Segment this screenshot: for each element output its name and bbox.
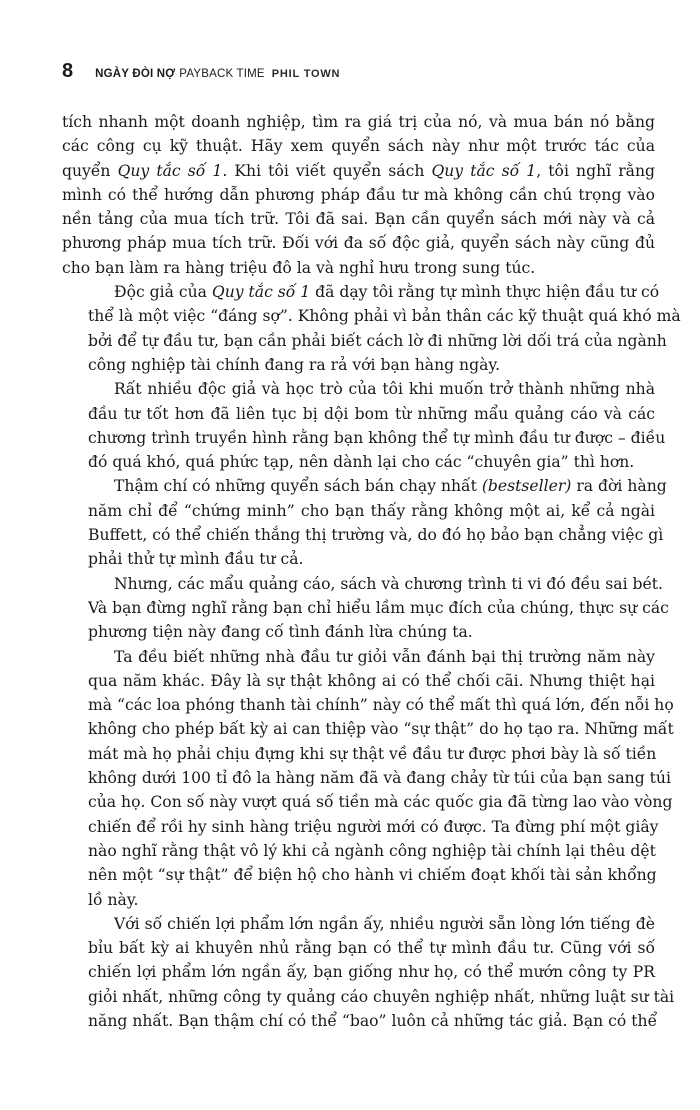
book-subtitle: PAYBACK TIME	[179, 68, 265, 80]
italic-text: Quy tắc số 1	[117, 161, 223, 180]
text-line: Thậm chí có những quyển sách bán chạy nhất (bestseller) ra đời hàng	[114, 477, 667, 496]
text-line: không cho phép bất kỳ ai can thiệp vào “sự thật” do họ tạo ra. Những mất	[88, 720, 674, 739]
text-line: giỏi nhất, những công ty quảng cáo chuyên nghiệp nhất, những luật sư tài	[88, 987, 675, 1006]
text-line: mát mà họ phải chịu đựng khi sự thật về đầu tư được phơi bày là số tiền	[88, 744, 657, 763]
book-title: NGÀY ĐÒI NỢ	[95, 68, 176, 80]
italic-text: Quy tắc số 1	[211, 283, 311, 302]
text-line: nền tảng của mua tích trữ. Tôi đã sai. Bạn cần quyển sách mới này và cả	[62, 210, 655, 229]
text-line: đó quá khó, quá phức tạp, nên dành lại cho các “chuyên gia” thì hơn.	[88, 453, 635, 472]
text-line: lồ này.	[88, 890, 139, 909]
text-line: bởi để tự đầu tư, bạn cần phải biết cách lờ đi những lời dối trá của ngành	[88, 331, 667, 350]
text-line: Độc giả của Quy tắc số 1 đã dạy tôi rằng tự mình thực hiện đầu tư có	[114, 283, 660, 302]
text-line: các công cụ kỹ thuật. Hãy xem quyển sách này như một trước tác của	[62, 137, 655, 156]
text-line: phương tiện này đang cố tình đánh lừa chúng ta.	[88, 623, 473, 642]
text-line: của họ. Con số này vượt quá số tiền mà các quốc gia đã từng lao vào vòng	[88, 793, 673, 812]
italic-text: Quy tắc số 1	[431, 161, 537, 180]
paragraph	[62, 912, 675, 1033]
text-line: Buffett, có thể chiến thắng thị trường và, do đó họ bảo bạn chẳng việc gì	[88, 526, 664, 545]
text-line: năng nhất. Bạn thậm chí có thể “bao” luôn cả những tác giả. Bạn có thể	[88, 1011, 658, 1030]
text-line: nào nghĩ rằng thật vô lý khi cả ngành công nghiệp tài chính lại thêu dệt	[88, 841, 656, 860]
text-line: Ta đều biết những nhà đầu tư giỏi vẫn đánh bại thị trường năm này	[114, 647, 655, 666]
paragraph	[62, 110, 655, 280]
text-line: cho bạn làm ra hàng triệu đô la và nghỉ hưu trong sung túc.	[62, 258, 536, 277]
text-line: phải thử tự mình đầu tư cả.	[88, 550, 304, 569]
italic-text: (bestseller)	[481, 477, 572, 496]
paragraph	[62, 474, 667, 571]
paragraph	[62, 280, 681, 377]
text-line: phương pháp mua tích trữ. Đối với đa số độc giả, quyển sách này cũng đủ	[62, 234, 655, 253]
text-line: nên một “sự thật” để biện hộ cho hành vi chiếm đoạt khối tài sản khổng	[88, 866, 657, 885]
text-line: chiến lợi phẩm lớn ngần ấy, bạn giống như họ, có thể mướn công ty PR	[88, 963, 655, 982]
text-line: thể là một việc “đáng sợ”. Không phải vì bản thân các kỹ thuật quá khó mà	[88, 307, 681, 326]
text-line: chiến để rồi hy sinh hàng triệu người mới có được. Ta đừng phí một giây	[88, 817, 659, 836]
text-line: Và bạn đừng nghĩ rằng bạn chỉ hiểu lầm mục đích của chúng, thực sự các	[88, 598, 669, 617]
text-line: mà “các loa phóng thanh tài chính” này có thể mất thì quá lớn, đến nỗi họ	[88, 696, 674, 715]
paragraph	[62, 645, 674, 912]
body-text	[62, 110, 681, 1033]
text-line: đầu tư tốt hơn đã liên tục bị dội bom từ những mẩu quảng cáo và các	[88, 404, 655, 423]
page-number: 8	[62, 60, 74, 82]
text-line: Rất nhiều độc giả và học trò của tôi khi muốn trở thành những nhà	[114, 380, 655, 399]
text-line: qua năm khác. Đây là sự thật không ai có thể chối cãi. Nhưng thiệt hại	[88, 671, 655, 690]
text-line: công nghiệp tài chính đang ra rả với bạn hàng ngày.	[88, 355, 501, 374]
paragraph	[62, 572, 669, 645]
text-line: mình có thể hướng dẫn phương pháp đầu tư mà không cần chú trọng vào	[62, 185, 655, 204]
author-name: PHIL TOWN	[271, 68, 341, 80]
text-line: tích nhanh một doanh nghiệp, tìm ra giá trị của nó, và mua bán nó bằng	[62, 113, 655, 131]
paragraph	[62, 377, 666, 474]
text-line: quyển Quy tắc số 1. Khi tôi viết quyển sách Quy tắc số 1, tôi nghĩ rằng	[62, 161, 655, 180]
text-line: bỉu bất kỳ ai khuyên nhủ rằng bạn có thể tự mình đầu tư. Cũng với số	[88, 939, 655, 958]
text-line: chương trình truyền hình rằng bạn không thể tự mình đầu tư được – điều	[88, 428, 666, 447]
running-header	[62, 60, 340, 86]
text-line: Nhưng, các mẩu quảng cáo, sách và chương trình ti vi đó đều sai bét.	[114, 574, 663, 593]
text-line: Với số chiến lợi phẩm lớn ngần ấy, nhiều người sẵn lòng lớn tiếng đè	[114, 914, 655, 933]
text-line: không dưới 100 tỉ đô la hàng năm đã và đang chảy từ túi của bạn sang túi	[88, 769, 671, 788]
text-line: năm chỉ để “chứng minh” cho bạn thấy rằng không một ai, kể cả ngài	[88, 501, 655, 520]
